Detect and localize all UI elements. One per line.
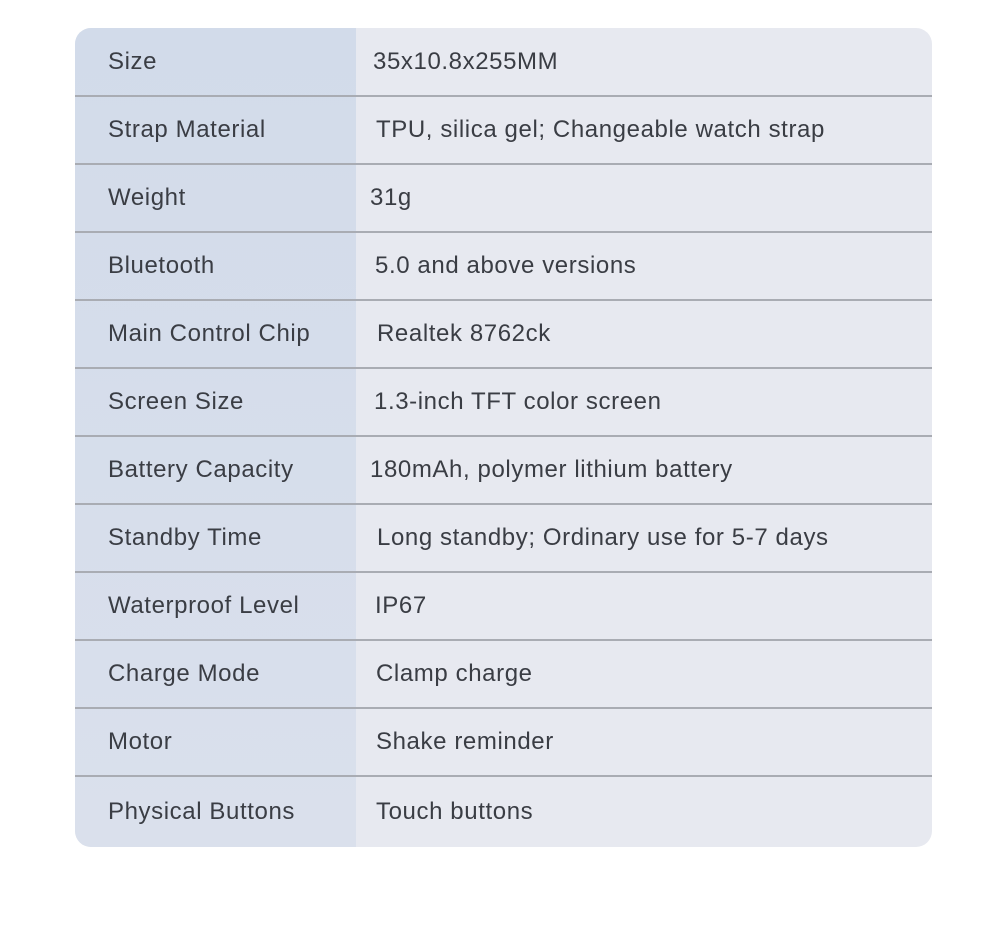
- spec-label: Main Control Chip: [108, 320, 311, 347]
- spec-row-waterproof-level: [75, 572, 932, 640]
- spec-row-screen-size: [75, 368, 932, 436]
- spec-row-physical-buttons: [75, 776, 932, 847]
- spec-value: 180mAh, polymer lithium battery: [370, 456, 733, 483]
- spec-value: Clamp charge: [376, 660, 533, 687]
- spec-row-size: [75, 28, 932, 96]
- spec-row-standby-time: [75, 504, 932, 572]
- spec-label: Waterproof Level: [108, 592, 300, 619]
- spec-value: Long standby; Ordinary use for 5-7 days: [377, 524, 829, 551]
- spec-row-charge-mode: [75, 640, 932, 708]
- spec-label: Bluetooth: [108, 252, 215, 279]
- spec-label: Charge Mode: [108, 660, 261, 687]
- spec-label: Weight: [108, 184, 186, 211]
- spec-label: Standby Time: [108, 524, 262, 551]
- spec-value: 31g: [370, 184, 412, 211]
- spec-row-battery-capacity: [75, 436, 932, 504]
- spec-table: [75, 28, 932, 847]
- spec-value: 1.3-inch TFT color screen: [374, 388, 662, 415]
- spec-value: Realtek 8762ck: [377, 320, 551, 347]
- spec-value: 35x10.8x255MM: [373, 48, 559, 75]
- spec-label: Strap Material: [108, 116, 266, 143]
- spec-label: Motor: [108, 728, 173, 755]
- spec-row-motor: [75, 708, 932, 776]
- spec-value: TPU, silica gel; Changeable watch strap: [376, 116, 825, 143]
- spec-value: Touch buttons: [376, 797, 534, 825]
- spec-row-bluetooth: [75, 232, 932, 300]
- spec-row-strap-material: [75, 96, 932, 164]
- spec-label: Size: [108, 48, 158, 75]
- spec-row-weight: [75, 164, 932, 232]
- spec-value: 5.0 and above versions: [375, 252, 637, 279]
- spec-label: Screen Size: [108, 388, 244, 415]
- spec-value: Shake reminder: [376, 728, 554, 755]
- spec-label: Battery Capacity: [108, 456, 294, 483]
- spec-row-main-control-chip: [75, 300, 932, 368]
- spec-label: Physical Buttons: [108, 797, 296, 825]
- spec-value: IP67: [375, 592, 427, 619]
